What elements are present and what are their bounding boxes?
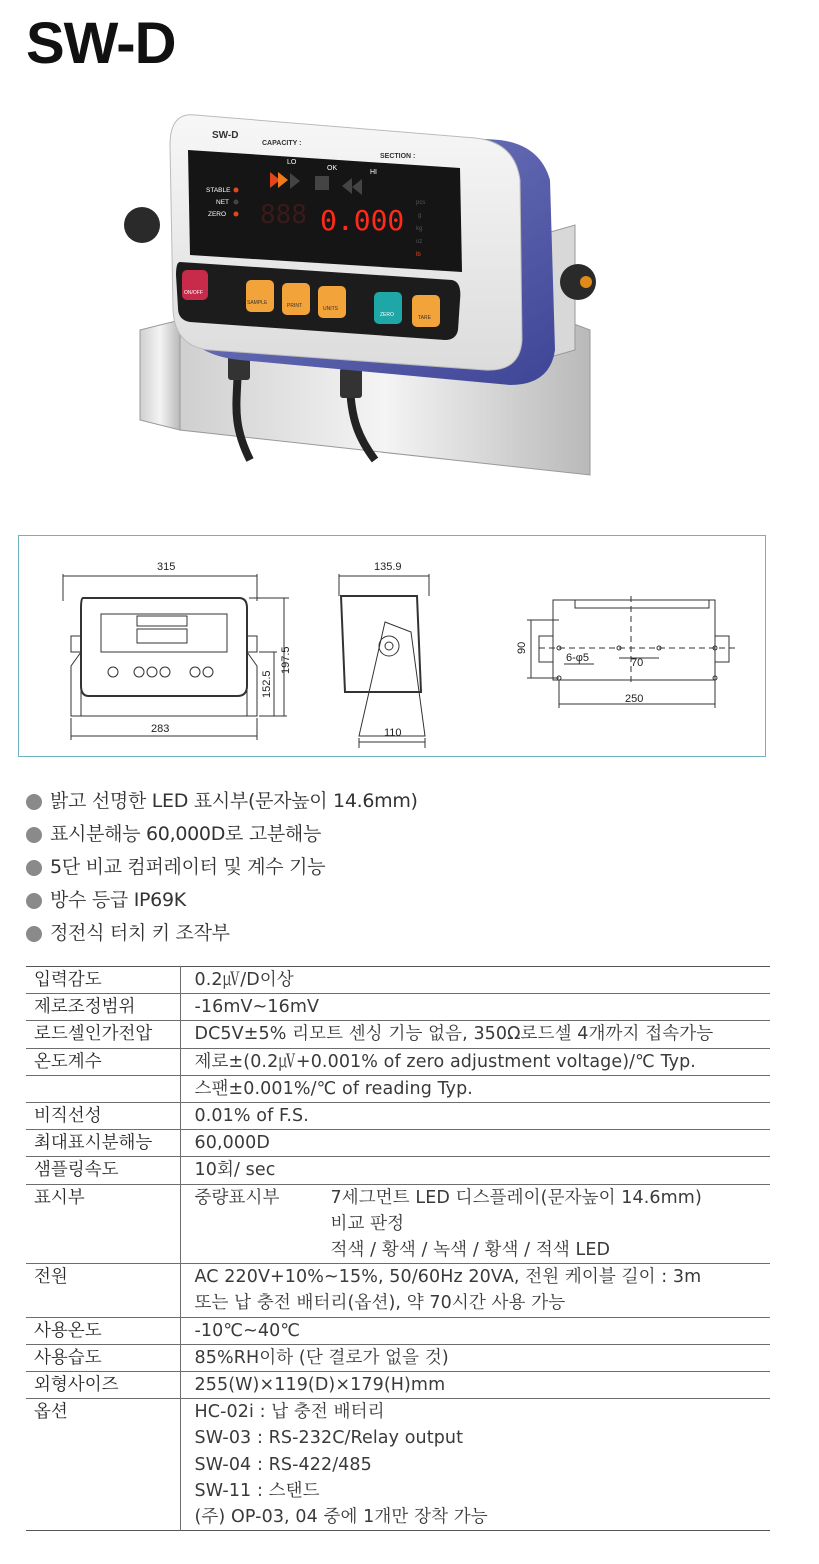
list-item: 밝고 선명한 LED 표시부(문자높이 14.6mm) xyxy=(26,786,418,819)
table-row: 스팬±0.001%/℃ of reading Typ. xyxy=(26,1075,770,1102)
tare-key[interactable] xyxy=(412,295,440,327)
zero-key[interactable] xyxy=(374,292,402,324)
dim-front-height-inner: 152.5 xyxy=(261,670,273,698)
table-row: 제로조정범위 -16mV~16mV xyxy=(26,994,770,1021)
spec-table xyxy=(26,966,770,1531)
lamp-net: NET xyxy=(216,199,229,206)
svg-text:UNITS: UNITS xyxy=(323,306,338,312)
dim-bottom-holes: 6-φ5 xyxy=(566,652,590,664)
front-view xyxy=(63,574,289,740)
table-row: 사용습도 85%RH이하 (단 결로가 없을 것) xyxy=(26,1344,770,1371)
unit-oz: oz xyxy=(416,239,423,245)
device-section: SECTION : xyxy=(380,153,416,160)
unit-kg: kg xyxy=(416,226,423,232)
table-row: 온도계수 제로±(0.2㎶+0.001% of zero adjustment voltage)/℃ Typ. xyxy=(26,1048,770,1075)
table-row: 로드셀인가전압 DC5V±5% 리모트 센싱 기능 없음, 350Ω로드셀 4개까지 접속가능 xyxy=(26,1021,770,1048)
dimension-drawing xyxy=(18,535,766,757)
dim-side-depth: 135.9 xyxy=(374,561,402,573)
bullet-icon xyxy=(26,860,42,876)
side-view xyxy=(339,574,429,748)
bottom-view xyxy=(527,596,739,708)
table-row: 외형사이즈 255(W)×119(D)×179(H)mm xyxy=(26,1372,770,1399)
table-row: 샘플링속도 10회/ sec xyxy=(26,1157,770,1184)
dim-bottom-pitch: 70 xyxy=(631,657,644,669)
list-item: 표시분해능 60,000D로 고분해능 xyxy=(26,819,418,852)
unit-g: g xyxy=(418,213,422,219)
units-key[interactable] xyxy=(318,286,346,318)
list-item: 5단 비교 컴퍼레이터 및 계수 기능 xyxy=(26,852,418,885)
table-row: 옵션 HC-02i : 납 충전 배터리 SW-03 : RS-232C/Relay output SW-04 : RS-422/485 SW-11 : 스탠드 (주) OP-03, 04 중에 1개만 장착 가능 xyxy=(26,1399,770,1531)
bullet-icon xyxy=(26,794,42,810)
svg-text:TARE: TARE xyxy=(418,315,431,321)
device-capacity: CAPACITY : xyxy=(262,140,302,147)
svg-text:888: 888 xyxy=(260,200,307,230)
list-item: 정전식 터치 키 조작부 xyxy=(26,918,418,951)
svg-text:ZERO: ZERO xyxy=(380,312,394,318)
table-row: 입력감도 0.2㎶/D이상 xyxy=(26,967,770,994)
dim-bottom-width: 250 xyxy=(625,693,644,705)
dim-side-base: 110 xyxy=(384,727,402,739)
sample-key[interactable] xyxy=(246,280,274,312)
bullet-icon xyxy=(26,926,42,942)
table-row: 사용온도 -10℃~40℃ xyxy=(26,1317,770,1344)
indicator-lo: LO xyxy=(287,159,297,166)
table-row: 표시부 중량표시부 7세그먼트 LED 디스플레이(문자높이 14.6mm) 비교 판정 적색 / 황색 / 녹색 / 황색 / 적색 LED xyxy=(26,1184,770,1264)
page-title: SW-D xyxy=(26,11,176,76)
indicator-hi: HI xyxy=(370,169,377,176)
list-item: 방수 등급 IP69K xyxy=(26,885,418,918)
svg-text:PRINT: PRINT xyxy=(287,303,302,309)
bullet-icon xyxy=(26,827,42,843)
unit-pcs: pcs xyxy=(416,200,426,206)
unit-lb: lb xyxy=(416,252,421,258)
dim-front-base: 283 xyxy=(151,723,170,735)
svg-text:ON/OFF: ON/OFF xyxy=(184,290,203,296)
dim-front-width: 315 xyxy=(157,561,176,573)
table-row: 전원 AC 220V+10%~15%, 50/60Hz 20VA, 전원 케이블 길이 : 3m 또는 납 충전 배터리(옵션), 약 70시간 사용 가능 xyxy=(26,1264,770,1317)
indicator-ok: OK xyxy=(327,165,338,172)
table-row: 최대표시분해능 60,000D xyxy=(26,1130,770,1157)
lamp-zero: ZERO xyxy=(208,211,227,218)
display-value: 0.000 xyxy=(320,204,405,237)
svg-text:SAMPLE: SAMPLE xyxy=(247,300,268,306)
product-photo xyxy=(120,100,610,500)
bullet-icon xyxy=(26,893,42,909)
dim-front-height-total: 197.5 xyxy=(280,646,292,674)
feature-list xyxy=(26,786,418,951)
dim-bottom-depth: 90 xyxy=(516,641,528,654)
lamp-stable: STABLE xyxy=(206,187,231,194)
print-key[interactable] xyxy=(282,283,310,315)
device-model: SW-D xyxy=(212,130,239,141)
table-row: 비직선성 0.01% of F.S. xyxy=(26,1103,770,1130)
